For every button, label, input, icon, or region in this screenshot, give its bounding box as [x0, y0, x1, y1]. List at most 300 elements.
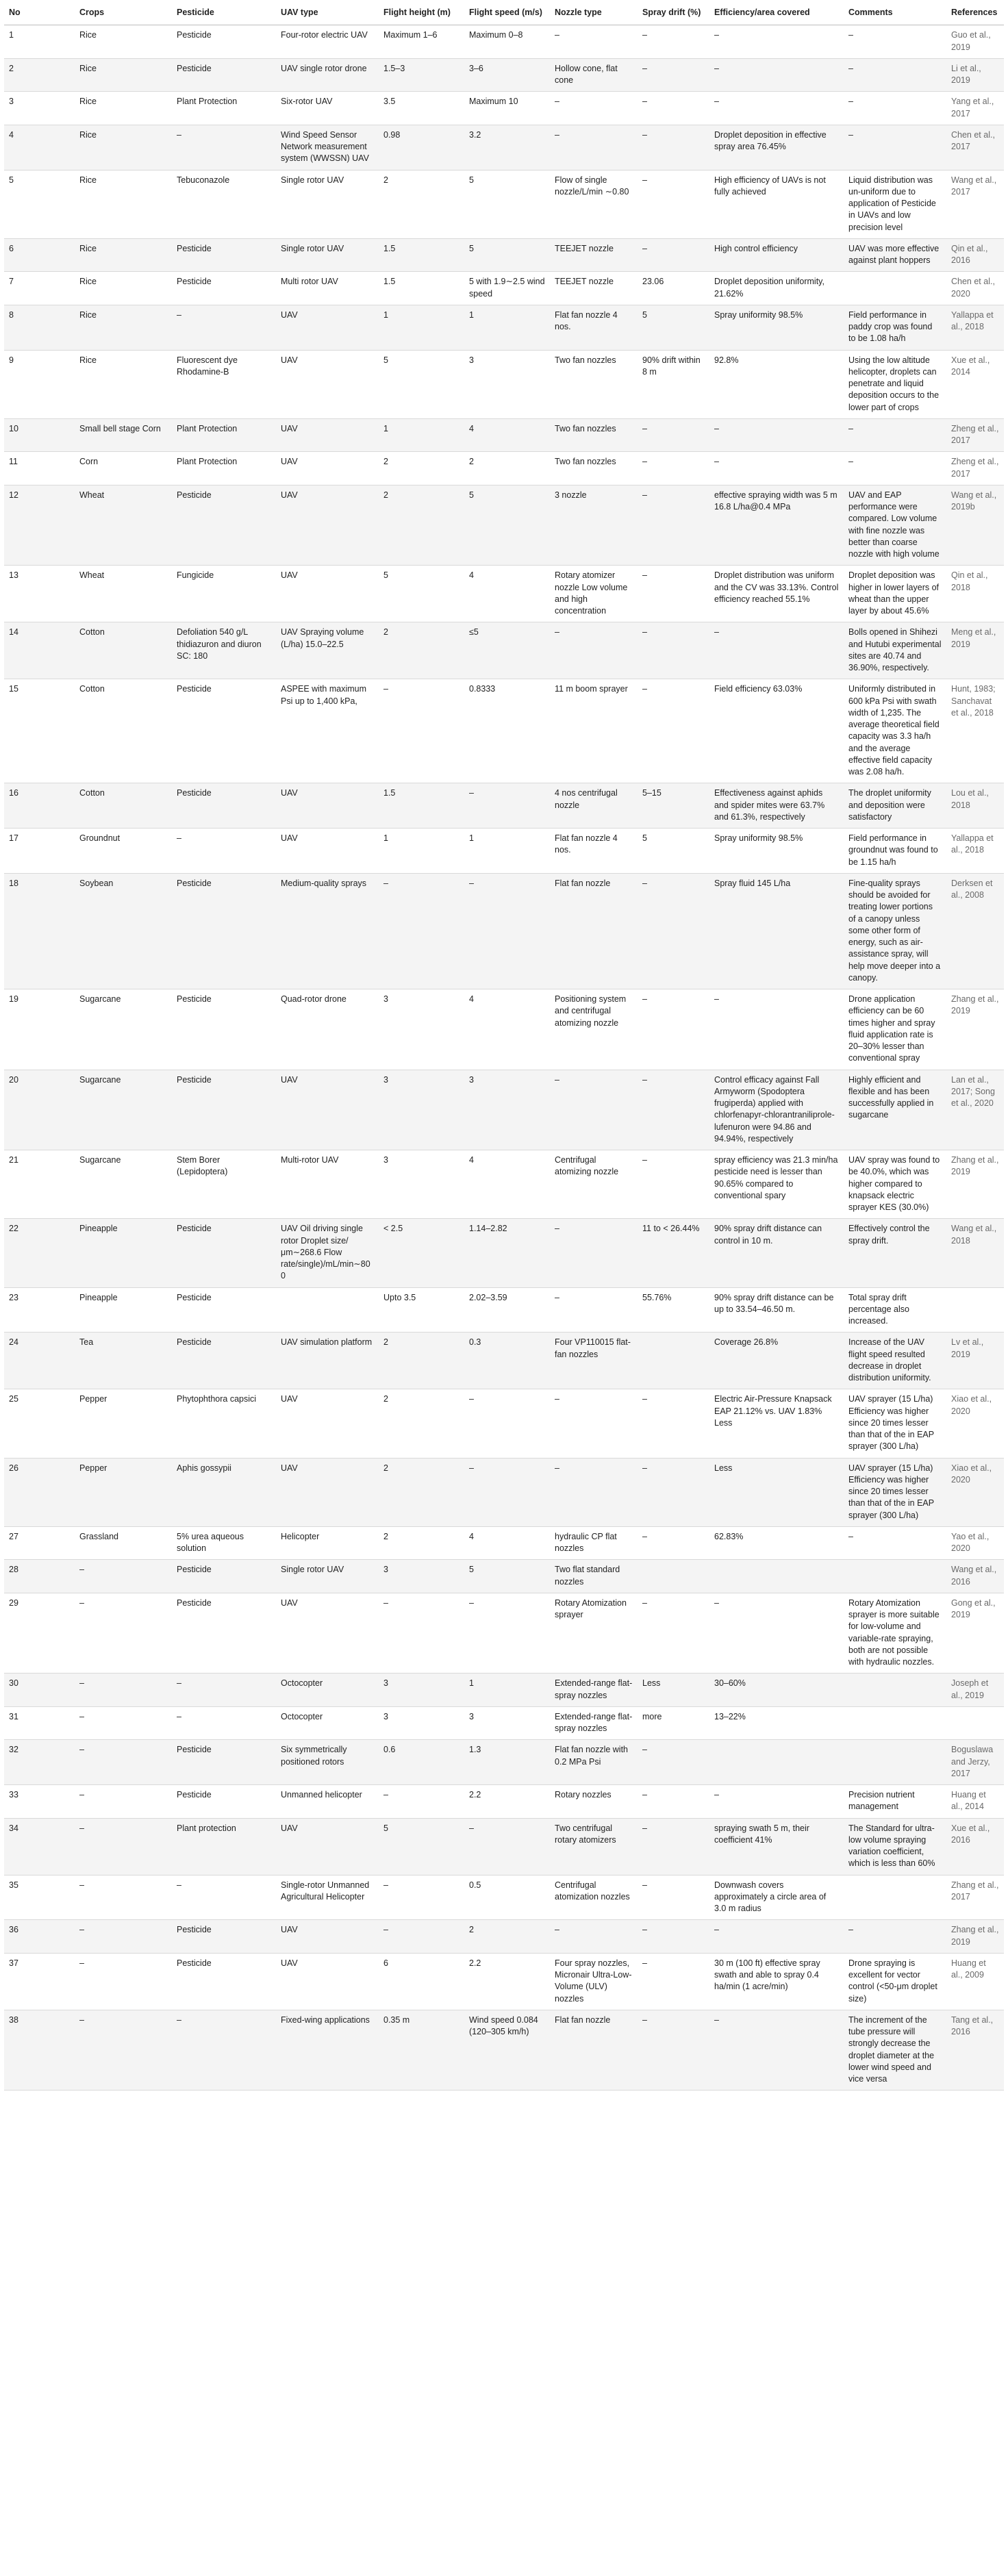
- cell-nozzle-type: 11 m boom sprayer: [550, 679, 638, 783]
- cell-references: Lv et al., 2019: [946, 1333, 1004, 1389]
- cell-crops: –: [75, 1740, 172, 1785]
- table-row: [4, 25, 1004, 59]
- cell-references: Yallappa et al., 2018: [946, 829, 1004, 874]
- cell-efficiency: 62.83%: [709, 1526, 844, 1560]
- cell-crops: Rice: [75, 25, 172, 59]
- cell-efficiency: 13–22%: [709, 1706, 844, 1740]
- cell-spray-drift: –: [638, 485, 709, 566]
- cell-efficiency: Less: [709, 1458, 844, 1526]
- cell-references: Meng et al., 2019: [946, 622, 1004, 679]
- cell-spray-drift: 11 to < 26.44%: [638, 1219, 709, 1287]
- cell-efficiency: Spray uniformity 98.5%: [709, 829, 844, 874]
- cell-nozzle-type: Flat fan nozzle: [550, 873, 638, 989]
- cell-nozzle-type: Four spray nozzles, Micronair Ultra-Low-Volume (ULV) nozzles: [550, 1953, 638, 2010]
- cell-pesticide: Fungicide: [172, 566, 276, 622]
- cell-efficiency: –: [709, 622, 844, 679]
- cell-spray-drift: –: [638, 873, 709, 989]
- cell-flight-speed: 2.2: [464, 1785, 550, 1819]
- cell-comments: Fine-quality sprays should be avoided for treating lower portions of a canopy unless some other form of energy, such as air-assistance spray, will help move deeper into a canopy.: [844, 873, 946, 989]
- cell-comments: Field performance in paddy crop was found to be 1.08 ha/h: [844, 305, 946, 350]
- header-flight-height: Flight height (m): [379, 3, 464, 25]
- table-row: [4, 1219, 1004, 1287]
- cell-comments: [844, 1706, 946, 1740]
- cell-references: Zhang et al., 2019: [946, 1920, 1004, 1954]
- table-row: [4, 58, 1004, 92]
- cell-no: 4: [4, 125, 75, 170]
- cell-references: Xue et al., 2014: [946, 350, 1004, 418]
- cell-flight-height: 3: [379, 1560, 464, 1593]
- cell-pesticide: Pesticide: [172, 1953, 276, 2010]
- cell-references: Yao et al., 2020: [946, 1526, 1004, 1560]
- cell-comments: Liquid distribution was un-uniform due to application of Pesticide in UAVs and low precision level: [844, 170, 946, 238]
- cell-flight-speed: 3.2: [464, 125, 550, 170]
- cell-uav-type: Unmanned helicopter: [276, 1785, 379, 1819]
- cell-pesticide: –: [172, 2010, 276, 2091]
- table-row: [4, 1593, 1004, 1674]
- cell-references: Zhang et al., 2019: [946, 989, 1004, 1070]
- cell-flight-speed: 0.8333: [464, 679, 550, 783]
- cell-references: Zheng et al., 2017: [946, 418, 1004, 452]
- cell-efficiency: Spray uniformity 98.5%: [709, 305, 844, 350]
- cell-nozzle-type: Four VP110015 flat-fan nozzles: [550, 1333, 638, 1389]
- cell-flight-height: 1.5: [379, 238, 464, 272]
- table-row: [4, 679, 1004, 783]
- cell-flight-speed: 2: [464, 1920, 550, 1954]
- cell-uav-type: ASPEE with maximum Psi up to 1,400 kPa,: [276, 679, 379, 783]
- cell-uav-type: UAV Oil driving single rotor Droplet size/μm∼268.6 Flow rate/single)/mL/min∼800: [276, 1219, 379, 1287]
- cell-flight-height: < 2.5: [379, 1219, 464, 1287]
- cell-references: Joseph et al., 2019: [946, 1674, 1004, 1707]
- cell-flight-height: 3: [379, 1070, 464, 1150]
- cell-flight-speed: 5: [464, 1560, 550, 1593]
- cell-nozzle-type: –: [550, 1920, 638, 1954]
- header-crops: Crops: [75, 3, 172, 25]
- table-row: [4, 2010, 1004, 2091]
- cell-comments: Increase of the UAV flight speed resulted decrease in droplet distribution uniformity.: [844, 1333, 946, 1389]
- cell-no: 2: [4, 58, 75, 92]
- header-uav-type: UAV type: [276, 3, 379, 25]
- cell-nozzle-type: –: [550, 1287, 638, 1333]
- cell-no: 22: [4, 1219, 75, 1287]
- cell-spray-drift: –: [638, 566, 709, 622]
- cell-no: 37: [4, 1953, 75, 2010]
- cell-flight-speed: 3: [464, 350, 550, 418]
- cell-no: 31: [4, 1706, 75, 1740]
- cell-flight-speed: 0.3: [464, 1333, 550, 1389]
- cell-spray-drift: 5: [638, 829, 709, 874]
- cell-references: Gong et al., 2019: [946, 1593, 1004, 1674]
- cell-spray-drift: –: [638, 1070, 709, 1150]
- cell-spray-drift: [638, 1560, 709, 1593]
- cell-nozzle-type: Centrifugal atomization nozzles: [550, 1875, 638, 1920]
- cell-flight-height: 2: [379, 170, 464, 238]
- cell-crops: Corn: [75, 452, 172, 485]
- cell-spray-drift: more: [638, 1706, 709, 1740]
- cell-crops: Rice: [75, 170, 172, 238]
- cell-no: 18: [4, 873, 75, 989]
- cell-no: 28: [4, 1560, 75, 1593]
- cell-references: [946, 1287, 1004, 1333]
- cell-flight-speed: 1.3: [464, 1740, 550, 1785]
- cell-uav-type: UAV: [276, 1818, 379, 1875]
- cell-references: Li et al., 2019: [946, 58, 1004, 92]
- cell-uav-type: Multi-rotor UAV: [276, 1150, 379, 1219]
- cell-no: 1: [4, 25, 75, 59]
- cell-references: Xue et al., 2016: [946, 1818, 1004, 1875]
- table-body: [4, 25, 1004, 2091]
- cell-spray-drift: –: [638, 418, 709, 452]
- cell-comments: Bolls opened in Shihezi and Hutubi experimental sites are 40.74 and 36.90%, respectively.: [844, 622, 946, 679]
- cell-pesticide: Pesticide: [172, 1560, 276, 1593]
- header-pesticide: Pesticide: [172, 3, 276, 25]
- cell-nozzle-type: TEEJET nozzle: [550, 272, 638, 305]
- table-row: [4, 622, 1004, 679]
- cell-comments: Uniformly distributed in 600 kPa Psi with swath width of 1,235. The average theoretical field capacity was 3.3 ha/h and the average effective field capacity was 2.08 ha/h.: [844, 679, 946, 783]
- cell-comments: Rotary Atomization sprayer is more suitable for low-volume and variable-rate spraying, both are not possible with hydraulic nozzles.: [844, 1593, 946, 1674]
- cell-no: 24: [4, 1333, 75, 1389]
- cell-pesticide: Pesticide: [172, 485, 276, 566]
- cell-uav-type: UAV single rotor drone: [276, 58, 379, 92]
- cell-uav-type: UAV: [276, 305, 379, 350]
- cell-flight-speed: 2.02–3.59: [464, 1287, 550, 1333]
- cell-uav-type: Single rotor UAV: [276, 238, 379, 272]
- cell-uav-type: UAV: [276, 1070, 379, 1150]
- cell-spray-drift: 5–15: [638, 783, 709, 829]
- cell-efficiency: –: [709, 1593, 844, 1674]
- cell-nozzle-type: –: [550, 1458, 638, 1526]
- cell-pesticide: Aphis gossypii: [172, 1458, 276, 1526]
- cell-spray-drift: –: [638, 1458, 709, 1526]
- table-row: [4, 1560, 1004, 1593]
- cell-crops: Rice: [75, 92, 172, 125]
- cell-pesticide: Fluorescent dye Rhodamine-B: [172, 350, 276, 418]
- cell-crops: Cotton: [75, 783, 172, 829]
- cell-nozzle-type: –: [550, 622, 638, 679]
- header-spray-drift: Spray drift (%): [638, 3, 709, 25]
- cell-pesticide: –: [172, 1706, 276, 1740]
- cell-references: Derksen et al., 2008: [946, 873, 1004, 989]
- cell-uav-type: UAV: [276, 1593, 379, 1674]
- cell-spray-drift: –: [638, 1875, 709, 1920]
- cell-pesticide: Plant Protection: [172, 92, 276, 125]
- cell-no: 33: [4, 1785, 75, 1819]
- cell-no: 14: [4, 622, 75, 679]
- cell-references: Chen et al., 2020: [946, 272, 1004, 305]
- cell-uav-type: Wind Speed Sensor Network measurement system (WWSSN) UAV: [276, 125, 379, 170]
- table-row: [4, 566, 1004, 622]
- cell-flight-height: 1.5–3: [379, 58, 464, 92]
- cell-uav-type: UAV: [276, 452, 379, 485]
- cell-efficiency: 30–60%: [709, 1674, 844, 1707]
- cell-flight-speed: Maximum 0–8: [464, 25, 550, 59]
- cell-flight-height: 3.5: [379, 92, 464, 125]
- header-comments: Comments: [844, 3, 946, 25]
- cell-flight-speed: 3–6: [464, 58, 550, 92]
- table-row: [4, 1953, 1004, 2010]
- cell-uav-type: Multi rotor UAV: [276, 272, 379, 305]
- cell-efficiency: –: [709, 1785, 844, 1819]
- table-row: [4, 125, 1004, 170]
- cell-nozzle-type: Extended-range flat-spray nozzles: [550, 1674, 638, 1707]
- cell-uav-type: UAV: [276, 1953, 379, 2010]
- cell-pesticide: Plant Protection: [172, 452, 276, 485]
- cell-no: 12: [4, 485, 75, 566]
- cell-uav-type: UAV: [276, 1389, 379, 1458]
- cell-efficiency: 90% spray drift distance can control in 10 m.: [709, 1219, 844, 1287]
- cell-nozzle-type: Rotary nozzles: [550, 1785, 638, 1819]
- cell-no: 15: [4, 679, 75, 783]
- cell-pesticide: –: [172, 1875, 276, 1920]
- cell-flight-speed: 4: [464, 1150, 550, 1219]
- table-row: [4, 1674, 1004, 1707]
- cell-crops: Soybean: [75, 873, 172, 989]
- cell-uav-type: UAV: [276, 350, 379, 418]
- cell-pesticide: –: [172, 305, 276, 350]
- cell-flight-height: 1: [379, 305, 464, 350]
- cell-flight-height: 2: [379, 1526, 464, 1560]
- cell-pesticide: Pesticide: [172, 989, 276, 1070]
- cell-comments: –: [844, 1526, 946, 1560]
- cell-efficiency: –: [709, 58, 844, 92]
- cell-comments: –: [844, 58, 946, 92]
- cell-efficiency: –: [709, 92, 844, 125]
- cell-crops: Pepper: [75, 1458, 172, 1526]
- cell-nozzle-type: Two fan nozzles: [550, 418, 638, 452]
- cell-spray-drift: –: [638, 92, 709, 125]
- cell-pesticide: Pesticide: [172, 58, 276, 92]
- cell-crops: Rice: [75, 125, 172, 170]
- cell-spray-drift: –: [638, 125, 709, 170]
- cell-flight-speed: 2.2: [464, 1953, 550, 2010]
- cell-efficiency: effective spraying width was 5 m 16.8 L/ha@0.4 MPa: [709, 485, 844, 566]
- table-row: [4, 1875, 1004, 1920]
- cell-comments: UAV was more effective against plant hoppers: [844, 238, 946, 272]
- header-references: References: [946, 3, 1004, 25]
- cell-uav-type: Helicopter: [276, 1526, 379, 1560]
- cell-uav-type: Single rotor UAV: [276, 1560, 379, 1593]
- cell-efficiency: spray efficiency was 21.3 min/ha pesticide need is lesser than 90.65% compared to conventional spary: [709, 1150, 844, 1219]
- table-header-row: [4, 3, 1004, 25]
- table-row: [4, 1818, 1004, 1875]
- cell-crops: Rice: [75, 58, 172, 92]
- cell-comments: –: [844, 452, 946, 485]
- cell-flight-speed: –: [464, 1389, 550, 1458]
- cell-no: 26: [4, 1458, 75, 1526]
- cell-crops: –: [75, 2010, 172, 2091]
- cell-references: Boguslawa and Jerzy, 2017: [946, 1740, 1004, 1785]
- cell-pesticide: Defoliation 540 g/L thidiazuron and diuron SC: 180: [172, 622, 276, 679]
- cell-uav-type: Medium-quality sprays: [276, 873, 379, 989]
- cell-flight-speed: 5: [464, 485, 550, 566]
- cell-crops: Small bell stage Corn: [75, 418, 172, 452]
- cell-comments: –: [844, 25, 946, 59]
- cell-flight-height: 2: [379, 1458, 464, 1526]
- cell-no: 17: [4, 829, 75, 874]
- cell-nozzle-type: Flat fan nozzle with 0.2 MPa Psi: [550, 1740, 638, 1785]
- cell-flight-speed: –: [464, 873, 550, 989]
- cell-no: 8: [4, 305, 75, 350]
- cell-nozzle-type: –: [550, 125, 638, 170]
- cell-efficiency: 92.8%: [709, 350, 844, 418]
- cell-comments: [844, 1740, 946, 1785]
- cell-comments: The droplet uniformity and deposition were satisfactory: [844, 783, 946, 829]
- cell-flight-speed: –: [464, 1593, 550, 1674]
- cell-comments: –: [844, 125, 946, 170]
- cell-comments: –: [844, 92, 946, 125]
- cell-flight-height: –: [379, 1920, 464, 1954]
- cell-no: 34: [4, 1818, 75, 1875]
- cell-pesticide: Pesticide: [172, 679, 276, 783]
- cell-pesticide: 5% urea aqueous solution: [172, 1526, 276, 1560]
- cell-nozzle-type: Rotary atomizer nozzle Low volume and high concentration: [550, 566, 638, 622]
- table-row: [4, 92, 1004, 125]
- table-row: [4, 350, 1004, 418]
- cell-nozzle-type: Two centrifugal rotary atomizers: [550, 1818, 638, 1875]
- table-row: [4, 1785, 1004, 1819]
- cell-comments: UAV sprayer (15 L/ha) Efficiency was higher since 20 times lesser than that of the in EAP sprayer (300 L/ha): [844, 1389, 946, 1458]
- cell-nozzle-type: –: [550, 25, 638, 59]
- header-no: No: [4, 3, 75, 25]
- cell-efficiency: –: [709, 25, 844, 59]
- cell-uav-type: UAV: [276, 418, 379, 452]
- cell-references: Tang et al., 2016: [946, 2010, 1004, 2091]
- cell-crops: Sugarcane: [75, 1150, 172, 1219]
- cell-comments: Total spray drift percentage also increased.: [844, 1287, 946, 1333]
- cell-flight-height: –: [379, 679, 464, 783]
- cell-pesticide: Pesticide: [172, 1920, 276, 1954]
- cell-pesticide: Stem Borer (Lepidoptera): [172, 1150, 276, 1219]
- cell-pesticide: Pesticide: [172, 873, 276, 989]
- cell-flight-speed: 2: [464, 452, 550, 485]
- cell-pesticide: Plant Protection: [172, 418, 276, 452]
- cell-crops: Pepper: [75, 1389, 172, 1458]
- cell-flight-speed: 0.5: [464, 1875, 550, 1920]
- cell-comments: Using the low altitude helicopter, droplets can penetrate and liquid deposition occurs to the lower part of crops: [844, 350, 946, 418]
- cell-pesticide: Pesticide: [172, 1593, 276, 1674]
- cell-flight-height: 2: [379, 622, 464, 679]
- cell-uav-type: Six-rotor UAV: [276, 92, 379, 125]
- cell-spray-drift: –: [638, 1818, 709, 1875]
- cell-references: Wang et al., 2019b: [946, 485, 1004, 566]
- cell-spray-drift: 5: [638, 305, 709, 350]
- cell-uav-type: UAV: [276, 566, 379, 622]
- cell-crops: Tea: [75, 1333, 172, 1389]
- cell-flight-height: 1: [379, 418, 464, 452]
- cell-comments: The increment of the tube pressure will strongly decrease the droplet diameter at the lower wind speed and vice versa: [844, 2010, 946, 2091]
- cell-comments: Field performance in groundnut was found to be 1.15 ha/h: [844, 829, 946, 874]
- cell-nozzle-type: Two fan nozzles: [550, 350, 638, 418]
- cell-references: Guo et al., 2019: [946, 25, 1004, 59]
- cell-spray-drift: –: [638, 622, 709, 679]
- cell-uav-type: UAV Spraying volume (L/ha) 15.0–22.5: [276, 622, 379, 679]
- table-row: [4, 1070, 1004, 1150]
- cell-comments: –: [844, 418, 946, 452]
- table-row: [4, 238, 1004, 272]
- cell-spray-drift: [638, 1333, 709, 1389]
- cell-nozzle-type: 4 nos centrifugal nozzle: [550, 783, 638, 829]
- cell-flight-height: 5: [379, 566, 464, 622]
- cell-flight-height: 2: [379, 452, 464, 485]
- table-row: [4, 873, 1004, 989]
- cell-uav-type: UAV: [276, 485, 379, 566]
- cell-flight-height: 0.98: [379, 125, 464, 170]
- cell-nozzle-type: Flat fan nozzle: [550, 2010, 638, 2091]
- cell-references: Zhang et al., 2019: [946, 1150, 1004, 1219]
- cell-comments: UAV spray was found to be 40.0%, which was higher compared to knapsack electric sprayer KES (30.0%): [844, 1150, 946, 1219]
- cell-flight-speed: 4: [464, 418, 550, 452]
- cell-pesticide: Pesticide: [172, 783, 276, 829]
- cell-flight-height: 2: [379, 485, 464, 566]
- cell-flight-height: 3: [379, 1706, 464, 1740]
- cell-references: Lou et al., 2018: [946, 783, 1004, 829]
- cell-comments: Drone application efficiency can be 60 times higher and spray fluid application rate is 20–30% lesser than conventional spray: [844, 989, 946, 1070]
- cell-no: 25: [4, 1389, 75, 1458]
- table-row: [4, 418, 1004, 452]
- cell-spray-drift: –: [638, 1593, 709, 1674]
- cell-flight-height: 0.35 m: [379, 2010, 464, 2091]
- cell-efficiency: 90% spray drift distance can be up to 33.54–46.50 m.: [709, 1287, 844, 1333]
- cell-references: Chen et al., 2017: [946, 125, 1004, 170]
- cell-crops: Sugarcane: [75, 989, 172, 1070]
- cell-nozzle-type: Centrifugal atomizing nozzle: [550, 1150, 638, 1219]
- cell-spray-drift: 55.76%: [638, 1287, 709, 1333]
- cell-spray-drift: –: [638, 1953, 709, 2010]
- cell-crops: Pineapple: [75, 1287, 172, 1333]
- cell-efficiency: [709, 1560, 844, 1593]
- table-row: [4, 1526, 1004, 1560]
- cell-crops: –: [75, 1706, 172, 1740]
- cell-comments: [844, 272, 946, 305]
- table-row: [4, 1333, 1004, 1389]
- cell-references: Qin et al., 2018: [946, 566, 1004, 622]
- cell-no: 21: [4, 1150, 75, 1219]
- cell-efficiency: spraying swath 5 m, their coefficient 41%: [709, 1818, 844, 1875]
- cell-efficiency: –: [709, 452, 844, 485]
- cell-crops: –: [75, 1920, 172, 1954]
- cell-pesticide: Pesticide: [172, 238, 276, 272]
- cell-references: Lan et al., 2017; Song et al., 2020: [946, 1070, 1004, 1150]
- cell-spray-drift: –: [638, 452, 709, 485]
- cell-nozzle-type: Flat fan nozzle 4 nos.: [550, 305, 638, 350]
- cell-crops: –: [75, 1818, 172, 1875]
- cell-references: Xiao et al., 2020: [946, 1389, 1004, 1458]
- cell-no: 10: [4, 418, 75, 452]
- cell-spray-drift: 90% drift within 8 m: [638, 350, 709, 418]
- cell-spray-drift: –: [638, 2010, 709, 2091]
- cell-flight-height: 3: [379, 1150, 464, 1219]
- cell-references: Wang et al., 2018: [946, 1219, 1004, 1287]
- cell-uav-type: UAV simulation platform: [276, 1333, 379, 1389]
- cell-crops: –: [75, 1560, 172, 1593]
- cell-crops: –: [75, 1875, 172, 1920]
- cell-crops: Wheat: [75, 485, 172, 566]
- cell-nozzle-type: –: [550, 92, 638, 125]
- cell-comments: [844, 1674, 946, 1707]
- cell-nozzle-type: Two fan nozzles: [550, 452, 638, 485]
- cell-flight-height: Upto 3.5: [379, 1287, 464, 1333]
- cell-no: 27: [4, 1526, 75, 1560]
- cell-no: 9: [4, 350, 75, 418]
- cell-spray-drift: –: [638, 679, 709, 783]
- cell-spray-drift: –: [638, 25, 709, 59]
- cell-uav-type: Octocopter: [276, 1706, 379, 1740]
- cell-crops: Grassland: [75, 1526, 172, 1560]
- cell-flight-speed: 3: [464, 1070, 550, 1150]
- cell-flight-height: 0.6: [379, 1740, 464, 1785]
- cell-flight-height: 2: [379, 1389, 464, 1458]
- cell-flight-height: 1.5: [379, 783, 464, 829]
- cell-pesticide: Pesticide: [172, 1785, 276, 1819]
